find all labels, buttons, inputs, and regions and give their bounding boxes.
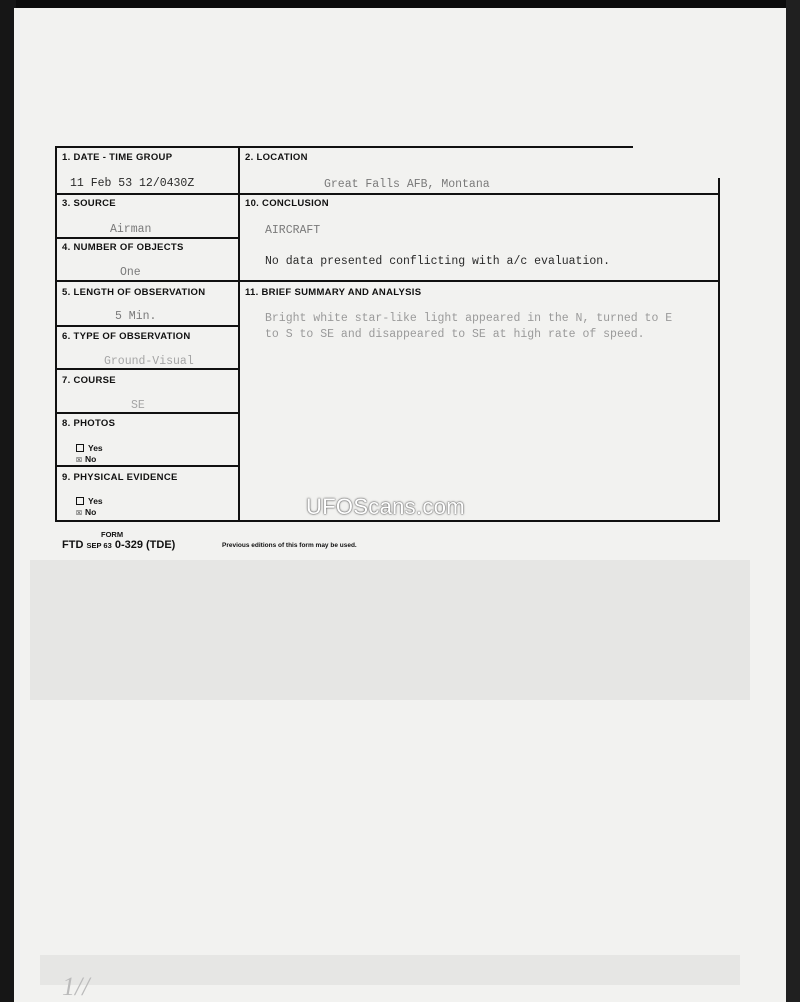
conclusion-note: No data presented conflicting with a/c evaluation. xyxy=(265,255,611,268)
footer-form-word: FORM xyxy=(101,530,124,539)
footer-previous-editions-note: Previous editions of this form may be used. xyxy=(222,542,357,549)
number-of-objects-value: One xyxy=(120,266,141,279)
conclusion-label: 10. CONCLUSION xyxy=(245,198,329,209)
footer-form-id: FTD SEP 63 0-329 (TDE) xyxy=(62,539,176,551)
date-time-label: 1. DATE - TIME GROUP xyxy=(62,152,173,163)
summary-label: 11. BRIEF SUMMARY AND ANALYSIS xyxy=(245,287,422,298)
physical-evidence-label: 9. PHYSICAL EVIDENCE xyxy=(62,472,178,483)
type-of-observation-value: Ground-Visual xyxy=(104,355,194,368)
location-label: 2. LOCATION xyxy=(245,152,308,163)
number-of-objects-label: 4. NUMBER OF OBJECTS xyxy=(62,242,184,253)
row-divider-6 xyxy=(55,412,240,414)
length-of-observation-value: 5 Min. xyxy=(115,310,157,323)
course-label: 7. COURSE xyxy=(62,375,116,386)
checkbox-empty-icon xyxy=(76,444,84,452)
checkbox-checked-icon: ☒ xyxy=(76,508,83,519)
scan-border-right xyxy=(786,0,800,1002)
length-of-observation-label: 5. LENGTH OF OBSERVATION xyxy=(62,287,206,298)
bottom-smudge xyxy=(40,955,740,985)
summary-text xyxy=(265,311,710,343)
checkbox-empty-icon xyxy=(76,497,84,505)
summary-line-1: Bright white star-like light appeared in the N, turned to E xyxy=(265,312,673,325)
course-value: SE xyxy=(131,399,145,412)
form-top-border xyxy=(55,146,633,148)
physical-evidence-no-option: ☒ No xyxy=(76,507,97,519)
watermark-text: UFOScans.com xyxy=(306,494,465,519)
row-divider-5 xyxy=(55,368,240,370)
row-divider-4 xyxy=(55,325,240,327)
date-time-value: 11 Feb 53 12/0430Z xyxy=(70,177,195,190)
bleed-through-smudge xyxy=(30,560,750,700)
form-right-border xyxy=(718,178,720,522)
source-value: Airman xyxy=(110,223,152,236)
row-divider-2 xyxy=(55,237,240,239)
row-divider-3 xyxy=(55,280,720,282)
source-label: 3. SOURCE xyxy=(62,198,116,209)
conclusion-value: AIRCRAFT xyxy=(265,224,321,237)
summary-line-2: to S to SE and disappeared to SE at high rate of speed. xyxy=(265,328,645,341)
type-of-observation-label: 6. TYPE OF OBSERVATION xyxy=(62,331,191,342)
photos-no-option: ☒ No xyxy=(76,454,97,466)
checkbox-checked-icon: ☒ xyxy=(76,455,83,466)
photos-label: 8. PHOTOS xyxy=(62,418,116,429)
photos-yes-option: Yes xyxy=(76,443,103,453)
margin-handwritten-mark: 1// xyxy=(62,972,90,1001)
physical-evidence-yes-option: Yes xyxy=(76,496,103,506)
location-value: Great Falls AFB, Montana xyxy=(324,178,490,191)
row-divider-1 xyxy=(55,193,720,195)
